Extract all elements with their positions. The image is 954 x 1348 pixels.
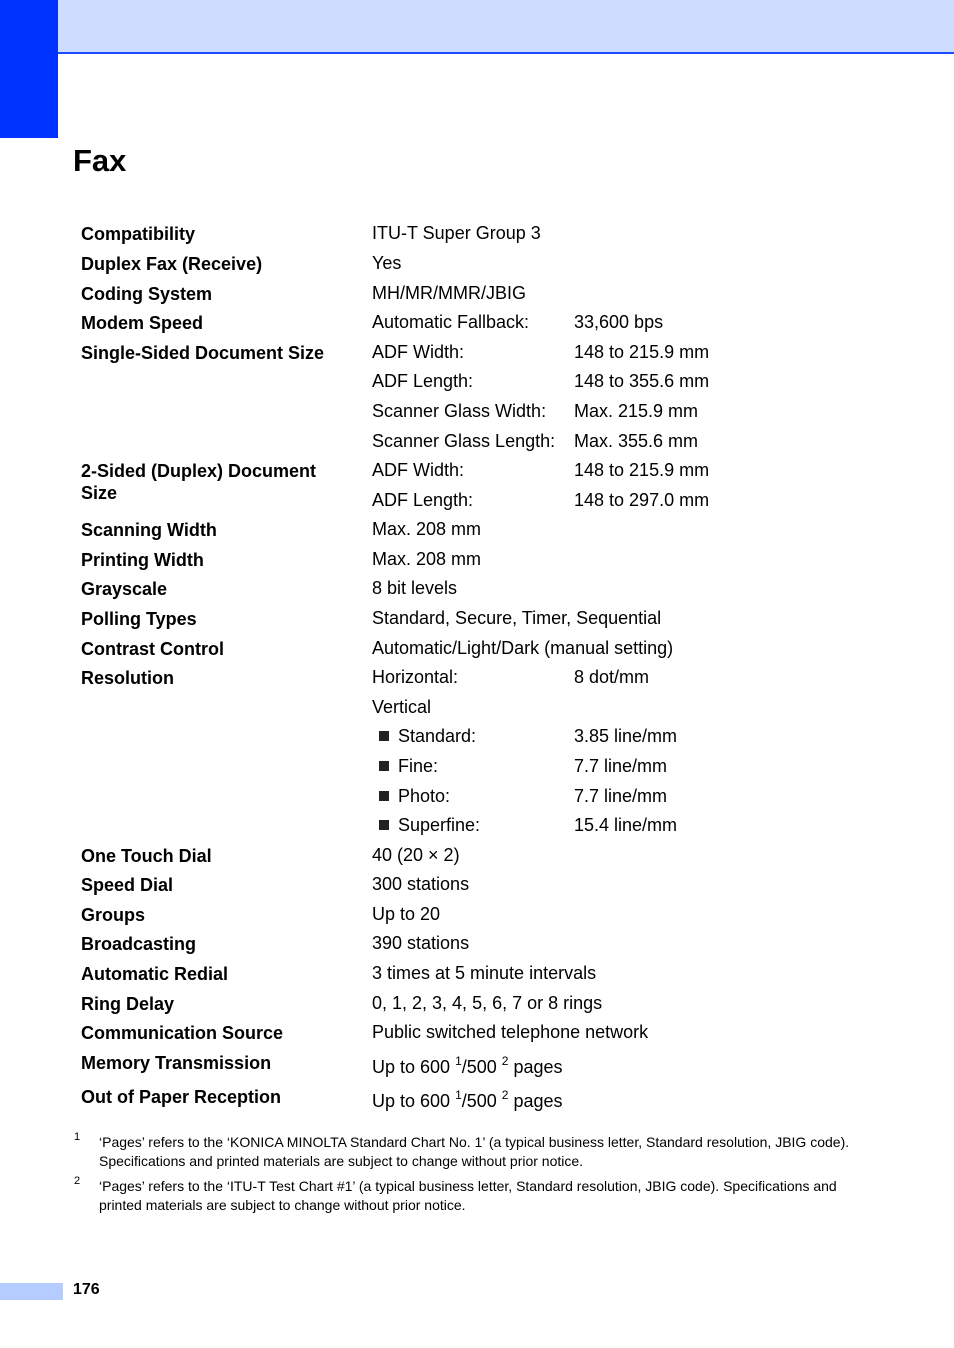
spec-subkey: Photo: [398,786,451,806]
spec-value: 3.85 line/mm [574,726,678,746]
spec-label: Memory Transmission [81,1053,272,1073]
spec-value: ITU-T Super Group 3 [372,223,541,243]
footnote-ref: 1 [455,1088,462,1102]
spec-value: 7.7 line/mm [574,786,668,806]
spec-subkey: ADF Length: [372,490,474,510]
spec-subkey: Fine: [398,756,439,776]
spec-label: Groups [81,905,146,925]
spec-value: Up to 600 $^1$/500 $^2$ pages [372,1054,563,1077]
page-number: 176 [73,1281,100,1298]
spec-subkey: Scanner Glass Length: [372,431,556,451]
spec-value: 148 to 215.9 mm [574,460,710,480]
spec-label: 2-Sided (Duplex) Document Size [81,461,317,503]
spec-value: Yes [372,253,402,273]
spec-value: MH/MR/MMR/JBIG [372,283,526,303]
spec-value: 33,600 bps [574,312,664,332]
spec-label: Duplex Fax (Receive) [81,254,263,274]
spec-label: Grayscale [81,579,168,599]
spec-subkey: Scanner Glass Width: [372,401,547,421]
spec-label: Coding System [81,284,213,304]
footnote-number: 1 [74,1131,81,1143]
spec-subkey: Standard: [398,726,477,746]
footnote-ref: 1 [455,1054,462,1068]
spec-value: 148 to 355.6 mm [574,371,710,391]
spec-label: Compatibility [81,224,196,244]
page-title: Fax [73,143,127,178]
spec-label: Broadcasting [81,934,197,954]
spec-label: Scanning Width [81,520,217,540]
spec-value: Max. 208 mm [372,519,482,539]
spec-value: 7.7 line/mm [574,756,668,776]
spec-label: Polling Types [81,609,197,629]
spec-value: Standard, Secure, Timer, Sequential [372,608,662,628]
spec-value: 8 dot/mm [574,667,650,687]
spec-value: 15.4 line/mm [574,815,678,835]
spec-subkey: Automatic Fallback: [372,312,530,332]
spec-label: Speed Dial [81,875,174,895]
spec-value: 300 stations [372,874,470,894]
spec-label: Out of Paper Reception [81,1087,282,1107]
bullet-square-icon [379,791,389,801]
spec-value: Automatic/Light/Dark (manual setting) [372,638,674,658]
spec-value: Up to 600 $^1$/500 $^2$ pages [372,1088,563,1111]
spec-value: Max. 355.6 mm [574,431,699,451]
spec-value: 390 stations [372,933,470,953]
spec-label: Printing Width [81,550,204,570]
footnote-text: ‘Pages’ refers to the ‘KONICA MINOLTA Standard Chart No. 1’ (a typical business letter, Standard resolution, JBIG code). Specifications and printed materials are subject to change without prior notice. [99,1134,850,1169]
spec-value: Public switched telephone network [372,1022,649,1042]
spec-value: Max. 208 mm [372,549,482,569]
spec-value: 148 to 215.9 mm [574,342,710,362]
chapter-tab [0,0,58,138]
spec-value: 3 times at 5 minute intervals [372,963,597,983]
spec-label: Contrast Control [81,639,224,659]
spec-subkey: ADF Width: [372,342,465,362]
spec-label: One Touch Dial [81,846,212,866]
spec-label: Automatic Redial [81,964,229,984]
spec-label: Communication Source [81,1023,284,1043]
spec-value: 40 (20 × 2) [372,845,460,865]
spec-label: Modem Speed [81,313,204,333]
bullet-square-icon [379,731,389,741]
footnote-ref: 2 [501,1088,509,1102]
spec-label: Resolution [81,668,174,688]
spec-subkey: Superfine: [398,815,481,835]
footnote-ref: 2 [501,1054,509,1068]
footnote-number: 2 [74,1175,81,1187]
bullet-square-icon [379,761,389,771]
spec-label: Ring Delay [81,994,175,1014]
spec-value: 8 bit levels [372,578,458,598]
spec-subkey: ADF Length: [372,371,474,391]
bullet-square-icon [379,820,389,830]
spec-label: Single-Sided Document Size [81,343,325,363]
page-number-tab [0,1283,63,1300]
spec-subkey: Horizontal: [372,667,459,687]
spec-value: 0, 1, 2, 3, 4, 5, 6, 7 or 8 rings [372,993,603,1013]
spec-value: Up to 20 [372,904,441,924]
footnote-text: ‘Pages’ refers to the ‘ITU-T Test Chart #1’ (a typical business letter, Standard resolution, JBIG code). Specifications and printed materials are subject to change without prior notice. [99,1178,837,1213]
spec-value: Max. 215.9 mm [574,401,699,421]
spec-subkey: ADF Width: [372,460,465,480]
header-bar [0,0,954,54]
spec-subkey: Vertical [372,697,432,717]
spec-value: 148 to 297.0 mm [574,490,710,510]
